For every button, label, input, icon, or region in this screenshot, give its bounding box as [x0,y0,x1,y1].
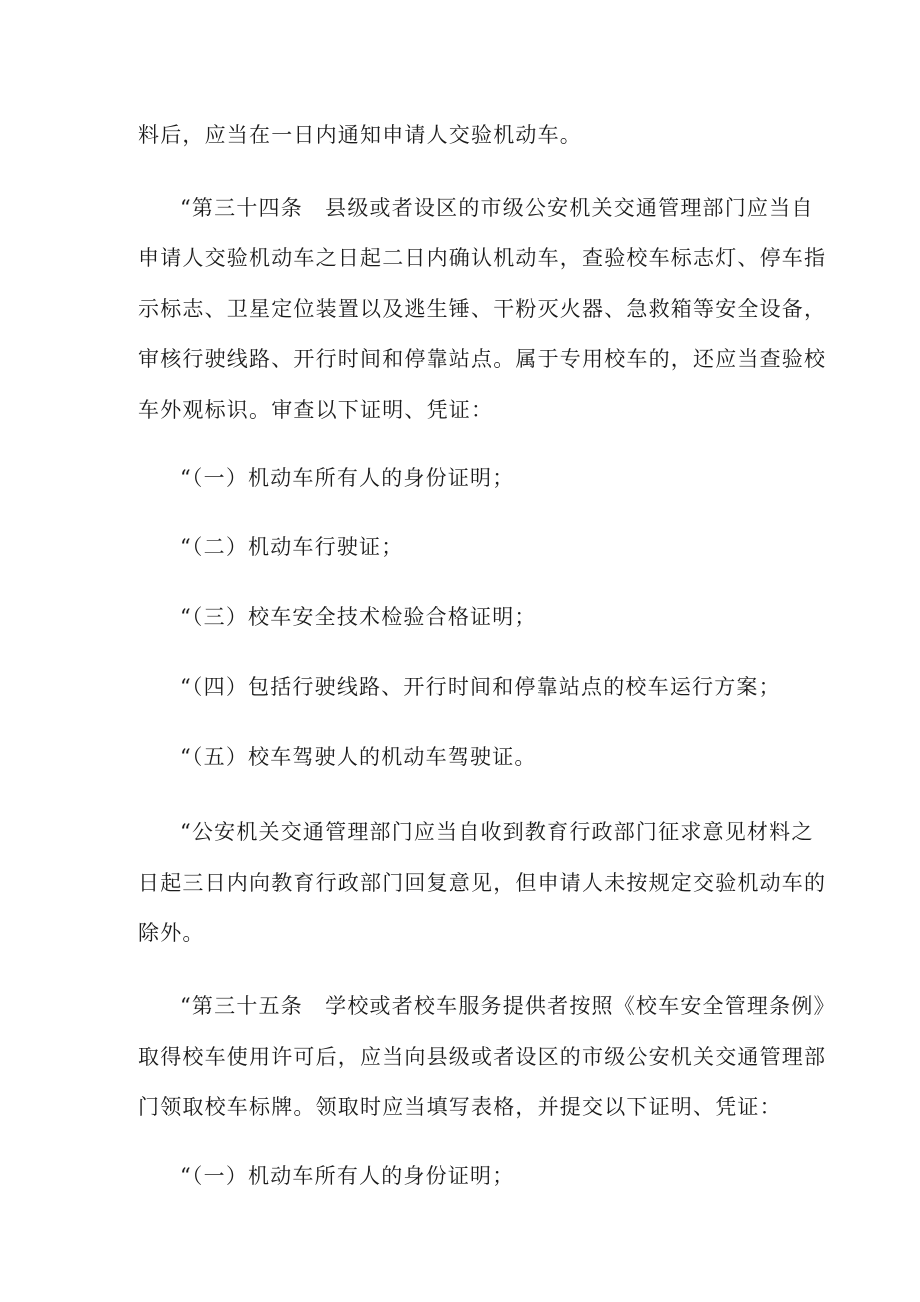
text-line: “公安机关交通管理部门应当自收到教育行政部门征求意见材料之 [180,820,814,844]
text-line: “（一）机动车所有人的身份证明； [180,466,515,490]
text-line: 取得校车使用许可后，应当向县级或者设区的市级公安机关交通管理部 [138,1045,827,1069]
text-line: “第三十四条 县级或者设区的市级公安机关交通管理部门应当自 [180,196,814,220]
text-line: “（三）校车安全技术检验合格证明； [180,605,537,629]
text-line: 审核行驶线路、开行时间和停靠站点。属于专用校车的，还应当查验校 [138,347,827,371]
text-line: “（二）机动车行驶证； [180,535,404,559]
text-line: 门领取校车标牌。领取时应当填写表格，并提交以下证明、凭证： [138,1095,782,1119]
text-line: “（一）机动车所有人的身份证明； [180,1164,515,1188]
text-line: 料后，应当在一日内通知申请人交验机动车。 [138,123,582,147]
text-line: 车外观标识。审查以下证明、凭证： [138,398,494,422]
text-line: “（五）校车驾驶人的机动车驾驶证。 [180,745,537,769]
text-line: “第三十五条 学校或者校车服务提供者按照《校车安全管理条例》 [180,994,836,1018]
text-line: 除外。 [138,921,205,945]
text-line: 申请人交验机动车之日起二日内确认机动车，查验校车标志灯、停车指 [138,246,827,270]
text-line: 日起三日内向教育行政部门回复意见，但申请人未按规定交验机动车的 [138,871,827,895]
text-line: “（四）包括行驶线路、开行时间和停靠站点的校车运行方案； [180,675,781,699]
text-line: 示标志、卫星定位装置以及逃生锤、干粉灭火器、急救箱等安全设备， [138,297,827,321]
